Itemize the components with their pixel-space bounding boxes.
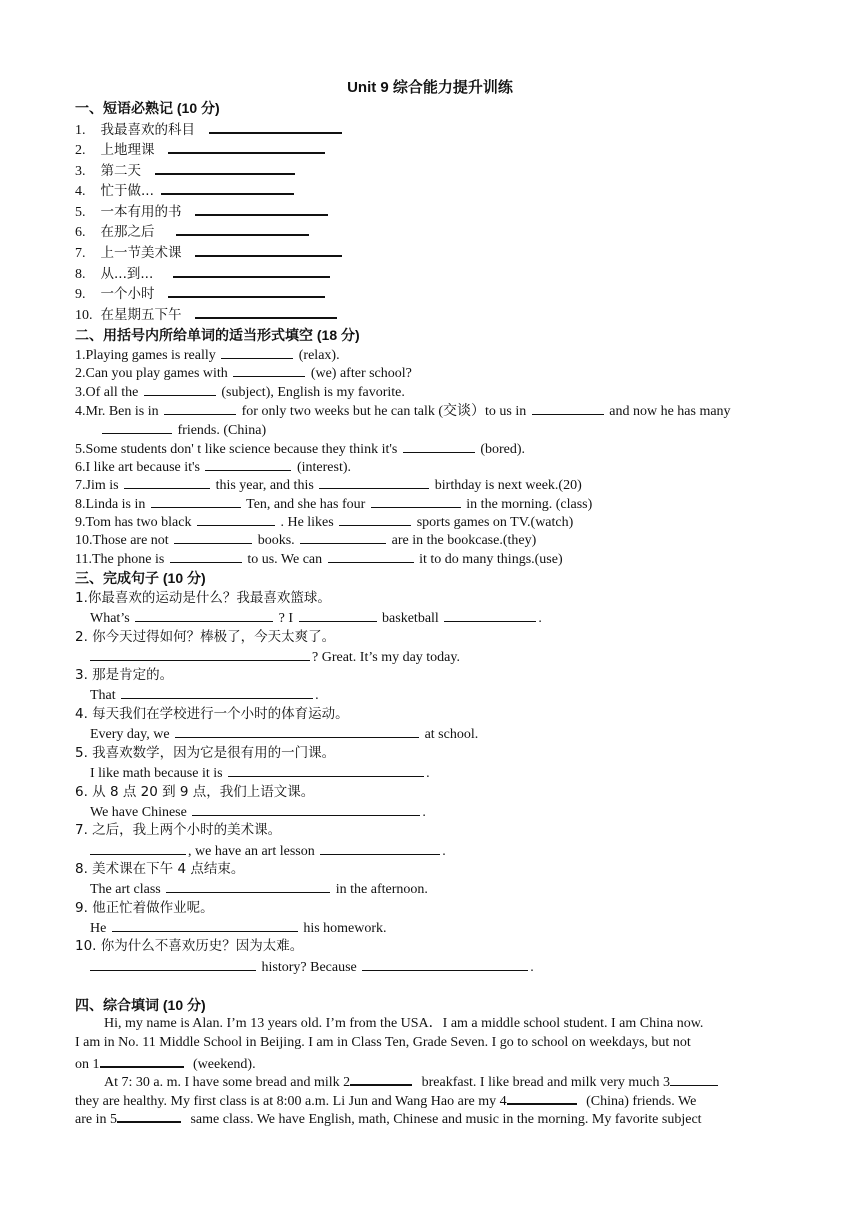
answer-blank[interactable] <box>144 382 216 396</box>
question-text: I like math because it is <box>90 766 223 781</box>
question-text: 8.Linda is in <box>75 497 146 512</box>
answer-blank[interactable] <box>195 201 328 216</box>
passage-text: they are healthy. My first class is at 8:00 a.m. Li Jun and Wang Hao are my 4 <box>75 1094 507 1109</box>
question-text: sports games on TV.(watch) <box>416 515 574 530</box>
answer-blank[interactable] <box>135 608 273 622</box>
item-number: 5. <box>75 205 86 220</box>
answer-blank[interactable] <box>166 879 330 893</box>
phrase-item-7 <box>75 242 344 263</box>
question-10 <box>75 530 536 550</box>
question-text: , we have an art lesson <box>188 844 315 859</box>
question-text: (interest). <box>296 460 352 475</box>
answer-blank[interactable] <box>299 608 377 622</box>
question-text: 7.Jim is <box>75 478 119 493</box>
answer-blank[interactable] <box>221 345 293 359</box>
sentence-9-english <box>90 918 387 938</box>
question-text: and now he has many <box>609 404 731 419</box>
question-text: friends. (China) <box>177 423 267 438</box>
answer-blank-2[interactable] <box>350 1071 412 1086</box>
answer-blank[interactable] <box>121 685 313 699</box>
phrase-text: 在星期五下午 <box>100 307 182 323</box>
item-number: 9. <box>75 287 86 302</box>
question-text: He <box>90 921 107 936</box>
item-number: 4. <box>75 184 86 199</box>
passage-line-6 <box>75 1108 702 1129</box>
item-number: 2. <box>75 143 86 158</box>
sentence-8-english <box>90 879 428 899</box>
answer-blank[interactable] <box>228 763 424 777</box>
question-text: What’s <box>90 611 130 626</box>
question-text: . <box>426 766 430 781</box>
answer-blank[interactable] <box>192 802 420 816</box>
passage-text: (weekend). <box>193 1057 256 1072</box>
phrase-item-8 <box>75 263 332 284</box>
sentence-4-chinese: 4. 每天我们在学校进行一个小时的体育运动。 <box>75 706 349 722</box>
question-text: . <box>315 688 319 703</box>
answer-blank-5[interactable] <box>117 1108 181 1123</box>
item-number: 6. <box>75 225 86 240</box>
phrase-text: 在那之后 <box>100 224 155 240</box>
sentence-2-chinese: 2. 你今天过得如何？棒极了，今天太爽了。 <box>75 629 336 645</box>
answer-blank[interactable] <box>319 475 429 489</box>
answer-blank[interactable] <box>164 401 236 415</box>
item-number: 1. <box>75 123 86 138</box>
answer-blank[interactable] <box>90 957 256 971</box>
answer-blank[interactable] <box>205 457 291 471</box>
question-text: ? I <box>278 611 294 626</box>
sentence-1-english <box>90 608 542 628</box>
question-text: in the afternoon. <box>335 882 428 897</box>
question-8 <box>75 494 592 514</box>
question-text: . <box>442 844 446 859</box>
phrase-item-9 <box>75 283 327 304</box>
sentence-3-english <box>90 685 319 705</box>
item-number: 10. <box>75 308 93 323</box>
item-number: 7. <box>75 246 86 261</box>
phrase-item-10 <box>75 304 339 325</box>
phrase-text: 忙于做... <box>100 183 154 199</box>
question-text: this year, and this <box>215 478 314 493</box>
answer-blank[interactable] <box>197 512 275 526</box>
phrase-text: 一个小时 <box>100 286 155 302</box>
question-5 <box>75 439 525 459</box>
answer-blank[interactable] <box>161 180 294 195</box>
question-text: 6.I like art because it's <box>75 460 200 475</box>
question-text: The art class <box>90 882 161 897</box>
answer-blank[interactable] <box>173 263 330 278</box>
question-11 <box>75 549 563 569</box>
section1-heading: 一、短语必熟记 (10 分) <box>75 100 220 116</box>
sentence-1-chinese: 1.你最喜欢的运动是什么？我最喜欢篮球。 <box>75 590 331 606</box>
passage-text: (China) friends. We <box>586 1094 697 1109</box>
sentence-3-chinese: 3. 那是肯定的。 <box>75 667 174 683</box>
question-text: books. <box>257 533 295 548</box>
question-text: for only two weeks but he can talk (交谈）to us in <box>241 404 527 419</box>
phrase-item-5 <box>75 201 330 222</box>
question-text: to us. We can <box>247 552 323 567</box>
question-text: (relax). <box>298 348 340 363</box>
question-9 <box>75 512 573 532</box>
passage-line-4 <box>104 1071 718 1092</box>
answer-blank[interactable] <box>124 475 210 489</box>
question-text: at school. <box>424 727 479 742</box>
question-text: (bored). <box>480 442 526 457</box>
answer-blank[interactable] <box>112 918 298 932</box>
question-text: That <box>90 688 116 703</box>
question-text: are in the bookcase.(they) <box>391 533 537 548</box>
answer-blank[interactable] <box>102 420 172 434</box>
answer-blank[interactable] <box>176 221 309 236</box>
answer-blank[interactable] <box>168 139 325 154</box>
phrase-item-1 <box>75 119 344 140</box>
answer-blank-4[interactable] <box>507 1090 577 1105</box>
answer-blank[interactable] <box>300 530 386 544</box>
sentence-4-english <box>90 724 478 744</box>
passage-text: At 7: 30 a. m. I have some bread and milk 2 <box>104 1075 351 1090</box>
question-text: Ten, and she has four <box>246 497 366 512</box>
question-text: history? Because <box>261 960 357 975</box>
phrase-item-3 <box>75 160 297 181</box>
question-text: birthday is next week.(20) <box>434 478 582 493</box>
answer-blank-3[interactable] <box>670 1072 718 1086</box>
question-text: ? Great. It’s my day today. <box>312 650 460 665</box>
answer-blank-1[interactable] <box>100 1053 184 1068</box>
passage-line-1: Hi, my name is Alan. I’m 13 years old. I’m from the USA．I am a middle school student. I am China now. <box>104 1016 704 1031</box>
question-text: (we) after school? <box>310 366 412 381</box>
passage-text: on 1 <box>75 1057 100 1072</box>
phrase-item-6 <box>75 221 311 242</box>
answer-blank[interactable] <box>168 283 325 298</box>
question-text: his homework. <box>303 921 387 936</box>
sentence-10-chinese: 10. 你为什么不喜欢历史？因为太难。 <box>75 938 304 954</box>
sentence-7-chinese: 7. 之后，我上两个小时的美术课。 <box>75 822 282 838</box>
question-7 <box>75 475 582 495</box>
phrase-item-4 <box>75 180 296 201</box>
question-text: 5.Some students don' t like science because they think it's <box>75 442 398 457</box>
answer-blank[interactable] <box>339 512 411 526</box>
question-3 <box>75 382 405 402</box>
sentence-7-english <box>90 841 446 861</box>
question-4-continued <box>100 420 266 440</box>
page-title: Unit 9 综合能力提升训练 <box>347 79 513 96</box>
question-text: 10.Those are not <box>75 533 169 548</box>
question-text: . <box>538 611 542 626</box>
question-text: in the morning. (class) <box>466 497 593 512</box>
question-text: basketball <box>382 611 439 626</box>
item-number: 3. <box>75 164 86 179</box>
phrase-text: 上一节美术课 <box>100 245 182 261</box>
passage-text: same class. We have English, math, Chinese and music in the morning. My favorite subject <box>190 1112 702 1127</box>
passage-line-2: I am in No. 11 Middle School in Beijing. I am in Class Ten, Grade Seven. I go to school on weekdays, but not <box>75 1035 691 1050</box>
question-text: Every day, we <box>90 727 170 742</box>
question-text: it to do many things.(use) <box>419 552 563 567</box>
sentence-8-chinese: 8. 美术课在下午 4 点结束。 <box>75 861 245 877</box>
answer-blank[interactable] <box>233 363 305 377</box>
passage-text: breakfast. I like bread and milk very much 3 <box>421 1075 671 1090</box>
item-number: 8. <box>75 267 86 282</box>
sentence-9-chinese: 9. 他正忙着做作业呢。 <box>75 900 214 916</box>
question-text: 3.Of all the <box>75 385 139 400</box>
question-text: 9.Tom has two black <box>75 515 192 530</box>
question-text: (subject), English is my favorite. <box>221 385 405 400</box>
question-2 <box>75 363 412 383</box>
question-text: 11.The phone is <box>75 552 165 567</box>
question-4 <box>75 401 731 421</box>
answer-blank[interactable] <box>151 494 241 508</box>
phrase-text: 从...到... <box>100 266 154 282</box>
phrase-text: 一本有用的书 <box>100 204 182 220</box>
answer-blank[interactable] <box>195 304 337 319</box>
question-text: 1.Playing games is really <box>75 348 216 363</box>
question-text: 2.Can you play games with <box>75 366 228 381</box>
sentence-6-english <box>90 802 426 822</box>
answer-blank[interactable] <box>170 549 242 563</box>
passage-text: are in 5 <box>75 1112 117 1127</box>
answer-blank[interactable] <box>90 841 186 855</box>
answer-blank[interactable] <box>175 724 419 738</box>
section2-heading: 二、用括号内所给单词的适当形式填空 (18 分) <box>75 327 360 343</box>
answer-blank[interactable] <box>90 647 310 661</box>
section4-heading: 四、综合填词 (10 分) <box>75 997 206 1013</box>
question-text: . He likes <box>280 515 334 530</box>
question-6 <box>75 457 351 477</box>
answer-blank[interactable] <box>532 401 604 415</box>
sentence-5-chinese: 5. 我喜欢数学，因为它是很有用的一门课。 <box>75 745 336 761</box>
section3-heading: 三、完成句子 (10 分) <box>75 570 206 586</box>
phrase-item-2 <box>75 139 327 160</box>
sentence-6-chinese: 6. 从 8 点 20 到 9 点，我们上语文课。 <box>75 784 315 800</box>
answer-blank[interactable] <box>195 242 342 257</box>
sentence-5-english <box>90 763 430 783</box>
question-text: 4.Mr. Ben is in <box>75 404 159 419</box>
phrase-text: 第二天 <box>100 163 141 179</box>
sentence-10-english <box>90 957 534 977</box>
answer-blank[interactable] <box>320 841 440 855</box>
answer-blank[interactable] <box>174 530 252 544</box>
answer-blank[interactable] <box>403 439 475 453</box>
answer-blank[interactable] <box>371 494 461 508</box>
question-text: . <box>422 805 426 820</box>
answer-blank[interactable] <box>362 957 528 971</box>
question-1 <box>75 345 340 365</box>
phrase-text: 我最喜欢的科目 <box>100 122 195 138</box>
question-text: . <box>530 960 534 975</box>
sentence-2-english <box>90 647 460 667</box>
phrase-text: 上地理课 <box>100 142 155 158</box>
answer-blank[interactable] <box>328 549 414 563</box>
answer-blank[interactable] <box>444 608 536 622</box>
question-text: We have Chinese <box>90 805 187 820</box>
answer-blank[interactable] <box>209 119 342 134</box>
answer-blank[interactable] <box>155 160 295 175</box>
